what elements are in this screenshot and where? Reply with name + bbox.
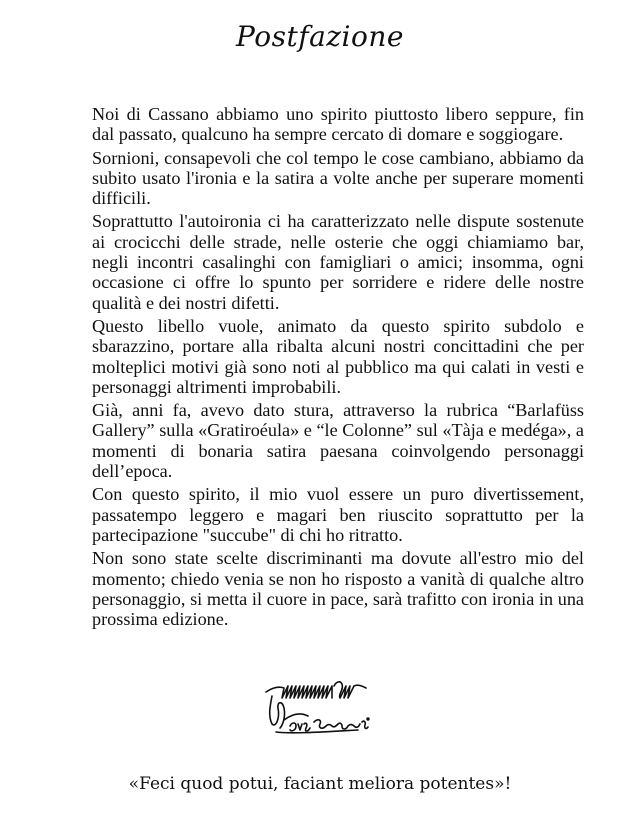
- paragraph: Questo libello vuole, animato da questo spirito subdolo e sbarazzino, portare alla ribalta alcuni nostri concittadini che per molteplici motivi già sono noti al pubblico ma qui calati in vesti e personaggi altrimenti improbabili.: [92, 315, 584, 397]
- paragraph: Noi di Cassano abbiamo uno spirito piuttosto libero seppure, fin dal passato, qualcuno ha sempre cercato di domare e soggiogare.: [92, 104, 584, 145]
- paragraph: Sornioni, consapevoli che col tempo le cose cambiano, abbiamo da subito usato l'ironia e la satira a volte anche per superare momenti difficili.: [92, 147, 584, 209]
- paragraph: Soprattutto l'autoironia ci ha caratterizzato nelle dispute sostenute ai crocicchi delle strade, nelle osterie che oggi chiamiamo bar, negli incontri casalinghi con famigliari o amici; insomma, ogni occasione ci offre lo spunto per sorridere e ridere delle nostre qualità e dei nostri difetti.: [92, 211, 584, 313]
- body-text: [92, 104, 584, 629]
- paragraph: Non sono state scelte discriminanti ma dovute all'estro mio del momento; chiedo venia se non ho risposto a vanità di qualche altro personaggio, si metta il cuore in pace, sarà trafitto con ironia in una prossima edizione.: [92, 548, 584, 630]
- page-title: Postfazione: [236, 20, 404, 53]
- paragraph: Con questo spirito, il mio vuol essere un puro divertissement, passatempo leggero e magari ben riuscito soprattutto per la partecipazione "succube" di chi ho ritratto.: [92, 484, 584, 545]
- closing-motto: «Feci quod potui, faciant meliora potentes»!: [128, 774, 512, 794]
- paragraph: Già, anni fa, avevo dato stura, attraverso la rubrica “Barlafüss Gallery” sulla «Gratiroéula» e “le Colonne” sul «Tàja e medéga», a momenti di bonaria satira paesana coinvolgendo personaggi dell’epoca.: [92, 400, 584, 482]
- handwritten-signature: [262, 678, 380, 748]
